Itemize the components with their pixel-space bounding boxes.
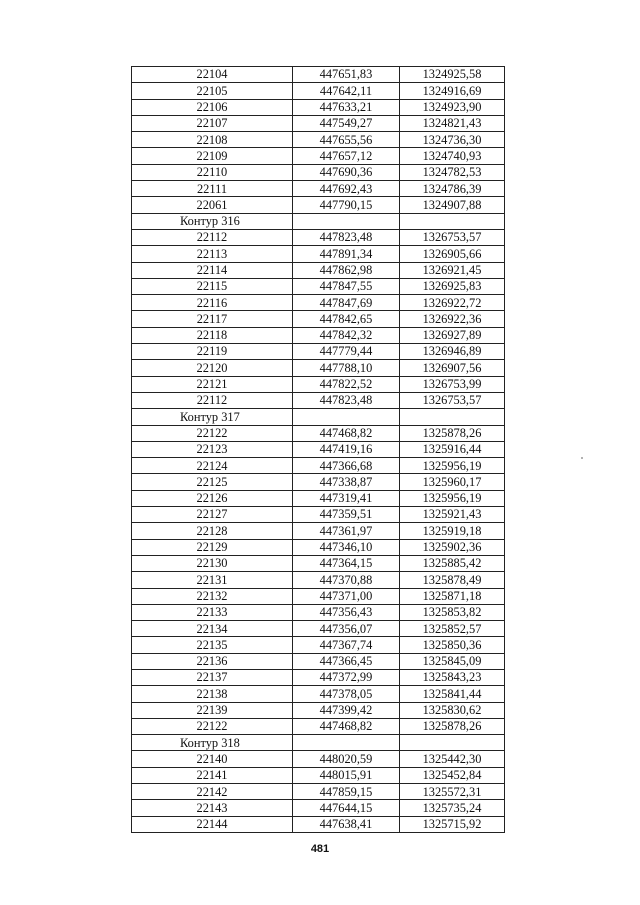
x-coordinate-cell: 447370,88 <box>293 572 400 588</box>
table-row <box>132 653 505 669</box>
y-coordinate-cell: 1326946,89 <box>400 344 505 360</box>
y-coordinate-cell: 1326753,57 <box>400 392 505 408</box>
x-coordinate-cell: 447651,83 <box>293 67 400 83</box>
point-id-cell: 22142 <box>132 784 293 800</box>
y-coordinate-cell: 1324782,53 <box>400 164 505 180</box>
table-row <box>132 262 505 278</box>
table-row <box>132 148 505 164</box>
table-row <box>132 490 505 506</box>
contour-header-row <box>132 213 505 229</box>
table-row <box>132 246 505 262</box>
y-coordinate-cell: 1325845,09 <box>400 653 505 669</box>
table-row <box>132 181 505 197</box>
y-coordinate-cell: 1324736,30 <box>400 132 505 148</box>
table-row <box>132 784 505 800</box>
x-coordinate-cell: 448020,59 <box>293 751 400 767</box>
x-coordinate-cell: 447642,11 <box>293 83 400 99</box>
contour-header-row <box>132 735 505 751</box>
empty-cell <box>400 213 505 229</box>
x-coordinate-cell: 447356,43 <box>293 604 400 620</box>
table-row <box>132 327 505 343</box>
table-row <box>132 800 505 816</box>
point-id-cell: 22109 <box>132 148 293 164</box>
table-row <box>132 311 505 327</box>
table-row <box>132 425 505 441</box>
x-coordinate-cell: 447549,27 <box>293 115 400 131</box>
table-row <box>132 751 505 767</box>
table-row <box>132 344 505 360</box>
table-row <box>132 555 505 571</box>
point-id-cell: 22105 <box>132 83 293 99</box>
table-row <box>132 669 505 685</box>
y-coordinate-cell: 1325902,36 <box>400 539 505 555</box>
point-id-cell: 22128 <box>132 523 293 539</box>
x-coordinate-cell: 447399,42 <box>293 702 400 718</box>
y-coordinate-cell: 1325853,82 <box>400 604 505 620</box>
y-coordinate-cell: 1325871,18 <box>400 588 505 604</box>
y-coordinate-cell: 1324786,39 <box>400 181 505 197</box>
point-id-cell: 22113 <box>132 246 293 262</box>
table-row <box>132 197 505 213</box>
table-row <box>132 458 505 474</box>
point-id-cell: 22116 <box>132 295 293 311</box>
y-coordinate-cell: 1325878,49 <box>400 572 505 588</box>
x-coordinate-cell: 447822,52 <box>293 376 400 392</box>
y-coordinate-cell: 1325850,36 <box>400 637 505 653</box>
empty-cell <box>293 735 400 751</box>
x-coordinate-cell: 447361,97 <box>293 523 400 539</box>
contour-label: Контур 317 <box>132 409 293 425</box>
table-row <box>132 718 505 734</box>
coordinates-table-body <box>132 67 505 833</box>
x-coordinate-cell: 447367,74 <box>293 637 400 653</box>
point-id-cell: 22140 <box>132 751 293 767</box>
point-id-cell: 22111 <box>132 181 293 197</box>
table-row <box>132 278 505 294</box>
point-id-cell: 22107 <box>132 115 293 131</box>
point-id-cell: 22112 <box>132 229 293 245</box>
y-coordinate-cell: 1325572,31 <box>400 784 505 800</box>
table-row <box>132 523 505 539</box>
table-row <box>132 392 505 408</box>
point-id-cell: 22127 <box>132 507 293 523</box>
point-id-cell: 22119 <box>132 344 293 360</box>
x-coordinate-cell: 447847,55 <box>293 278 400 294</box>
point-id-cell: 22120 <box>132 360 293 376</box>
contour-header-row <box>132 409 505 425</box>
table-row <box>132 83 505 99</box>
y-coordinate-cell: 1325878,26 <box>400 425 505 441</box>
empty-cell <box>293 409 400 425</box>
y-coordinate-cell: 1325830,62 <box>400 702 505 718</box>
x-coordinate-cell: 447655,56 <box>293 132 400 148</box>
y-coordinate-cell: 1325956,19 <box>400 490 505 506</box>
x-coordinate-cell: 447468,82 <box>293 718 400 734</box>
table-row <box>132 441 505 457</box>
y-coordinate-cell: 1325960,17 <box>400 474 505 490</box>
empty-cell <box>400 735 505 751</box>
point-id-cell: 22144 <box>132 816 293 832</box>
y-coordinate-cell: 1326927,89 <box>400 327 505 343</box>
empty-cell <box>293 213 400 229</box>
y-coordinate-cell: 1326925,83 <box>400 278 505 294</box>
y-coordinate-cell: 1325956,19 <box>400 458 505 474</box>
y-coordinate-cell: 1325841,44 <box>400 686 505 702</box>
point-id-cell: 22132 <box>132 588 293 604</box>
x-coordinate-cell: 447788,10 <box>293 360 400 376</box>
point-id-cell: 22061 <box>132 197 293 213</box>
x-coordinate-cell: 447823,48 <box>293 392 400 408</box>
scan-speck <box>581 457 583 459</box>
x-coordinate-cell: 447842,65 <box>293 311 400 327</box>
point-id-cell: 22124 <box>132 458 293 474</box>
table-row <box>132 164 505 180</box>
x-coordinate-cell: 447366,45 <box>293 653 400 669</box>
point-id-cell: 22125 <box>132 474 293 490</box>
x-coordinate-cell: 447862,98 <box>293 262 400 278</box>
x-coordinate-cell: 447468,82 <box>293 425 400 441</box>
point-id-cell: 22137 <box>132 669 293 685</box>
x-coordinate-cell: 447633,21 <box>293 99 400 115</box>
y-coordinate-cell: 1326921,45 <box>400 262 505 278</box>
empty-cell <box>400 409 505 425</box>
table-row <box>132 816 505 832</box>
point-id-cell: 22143 <box>132 800 293 816</box>
y-coordinate-cell: 1324923,90 <box>400 99 505 115</box>
y-coordinate-cell: 1324925,58 <box>400 67 505 83</box>
point-id-cell: 22108 <box>132 132 293 148</box>
x-coordinate-cell: 447364,15 <box>293 555 400 571</box>
table-row <box>132 588 505 604</box>
y-coordinate-cell: 1325735,24 <box>400 800 505 816</box>
point-id-cell: 22129 <box>132 539 293 555</box>
point-id-cell: 22114 <box>132 262 293 278</box>
y-coordinate-cell: 1326905,66 <box>400 246 505 262</box>
x-coordinate-cell: 447359,51 <box>293 507 400 523</box>
point-id-cell: 22141 <box>132 767 293 783</box>
point-id-cell: 22131 <box>132 572 293 588</box>
x-coordinate-cell: 447419,16 <box>293 441 400 457</box>
table-row <box>132 604 505 620</box>
x-coordinate-cell: 447690,36 <box>293 164 400 180</box>
point-id-cell: 22118 <box>132 327 293 343</box>
point-id-cell: 22121 <box>132 376 293 392</box>
x-coordinate-cell: 447657,12 <box>293 148 400 164</box>
y-coordinate-cell: 1326753,57 <box>400 229 505 245</box>
x-coordinate-cell: 447823,48 <box>293 229 400 245</box>
x-coordinate-cell: 447847,69 <box>293 295 400 311</box>
y-coordinate-cell: 1325878,26 <box>400 718 505 734</box>
point-id-cell: 22106 <box>132 99 293 115</box>
x-coordinate-cell: 447346,10 <box>293 539 400 555</box>
y-coordinate-cell: 1326907,56 <box>400 360 505 376</box>
point-id-cell: 22122 <box>132 425 293 441</box>
y-coordinate-cell: 1325715,92 <box>400 816 505 832</box>
point-id-cell: 22136 <box>132 653 293 669</box>
point-id-cell: 22104 <box>132 67 293 83</box>
y-coordinate-cell: 1325452,84 <box>400 767 505 783</box>
x-coordinate-cell: 447644,15 <box>293 800 400 816</box>
contour-label: Контур 318 <box>132 735 293 751</box>
x-coordinate-cell: 447859,15 <box>293 784 400 800</box>
coordinates-table <box>131 66 505 833</box>
point-id-cell: 22112 <box>132 392 293 408</box>
table-row <box>132 132 505 148</box>
y-coordinate-cell: 1325843,23 <box>400 669 505 685</box>
table-row <box>132 67 505 83</box>
table-row <box>132 507 505 523</box>
x-coordinate-cell: 447692,43 <box>293 181 400 197</box>
y-coordinate-cell: 1324916,69 <box>400 83 505 99</box>
point-id-cell: 22138 <box>132 686 293 702</box>
x-coordinate-cell: 447372,99 <box>293 669 400 685</box>
table-row <box>132 360 505 376</box>
point-id-cell: 22117 <box>132 311 293 327</box>
x-coordinate-cell: 447779,44 <box>293 344 400 360</box>
x-coordinate-cell: 448015,91 <box>293 767 400 783</box>
contour-label: Контур 316 <box>132 213 293 229</box>
table-row <box>132 474 505 490</box>
table-row <box>132 637 505 653</box>
point-id-cell: 22134 <box>132 621 293 637</box>
x-coordinate-cell: 447319,41 <box>293 490 400 506</box>
table-row <box>132 539 505 555</box>
table-row <box>132 767 505 783</box>
point-id-cell: 22139 <box>132 702 293 718</box>
x-coordinate-cell: 447790,15 <box>293 197 400 213</box>
table-row <box>132 99 505 115</box>
table-row <box>132 229 505 245</box>
x-coordinate-cell: 447356,07 <box>293 621 400 637</box>
table-row <box>132 686 505 702</box>
y-coordinate-cell: 1326922,72 <box>400 295 505 311</box>
y-coordinate-cell: 1325885,42 <box>400 555 505 571</box>
y-coordinate-cell: 1325916,44 <box>400 441 505 457</box>
point-id-cell: 22110 <box>132 164 293 180</box>
y-coordinate-cell: 1326753,99 <box>400 376 505 392</box>
point-id-cell: 22135 <box>132 637 293 653</box>
table-row <box>132 621 505 637</box>
y-coordinate-cell: 1325852,57 <box>400 621 505 637</box>
point-id-cell: 22126 <box>132 490 293 506</box>
y-coordinate-cell: 1325919,18 <box>400 523 505 539</box>
page-number: 481 <box>310 843 330 855</box>
point-id-cell: 22133 <box>132 604 293 620</box>
point-id-cell: 22123 <box>132 441 293 457</box>
x-coordinate-cell: 447842,32 <box>293 327 400 343</box>
point-id-cell: 22122 <box>132 718 293 734</box>
x-coordinate-cell: 447378,05 <box>293 686 400 702</box>
table-row <box>132 295 505 311</box>
point-id-cell: 22115 <box>132 278 293 294</box>
y-coordinate-cell: 1325921,43 <box>400 507 505 523</box>
x-coordinate-cell: 447891,34 <box>293 246 400 262</box>
x-coordinate-cell: 447338,87 <box>293 474 400 490</box>
y-coordinate-cell: 1325442,30 <box>400 751 505 767</box>
x-coordinate-cell: 447371,00 <box>293 588 400 604</box>
point-id-cell: 22130 <box>132 555 293 571</box>
table-row <box>132 115 505 131</box>
y-coordinate-cell: 1326922,36 <box>400 311 505 327</box>
y-coordinate-cell: 1324740,93 <box>400 148 505 164</box>
x-coordinate-cell: 447638,41 <box>293 816 400 832</box>
y-coordinate-cell: 1324907,88 <box>400 197 505 213</box>
table-row <box>132 376 505 392</box>
y-coordinate-cell: 1324821,43 <box>400 115 505 131</box>
x-coordinate-cell: 447366,68 <box>293 458 400 474</box>
table-row <box>132 572 505 588</box>
table-row <box>132 702 505 718</box>
